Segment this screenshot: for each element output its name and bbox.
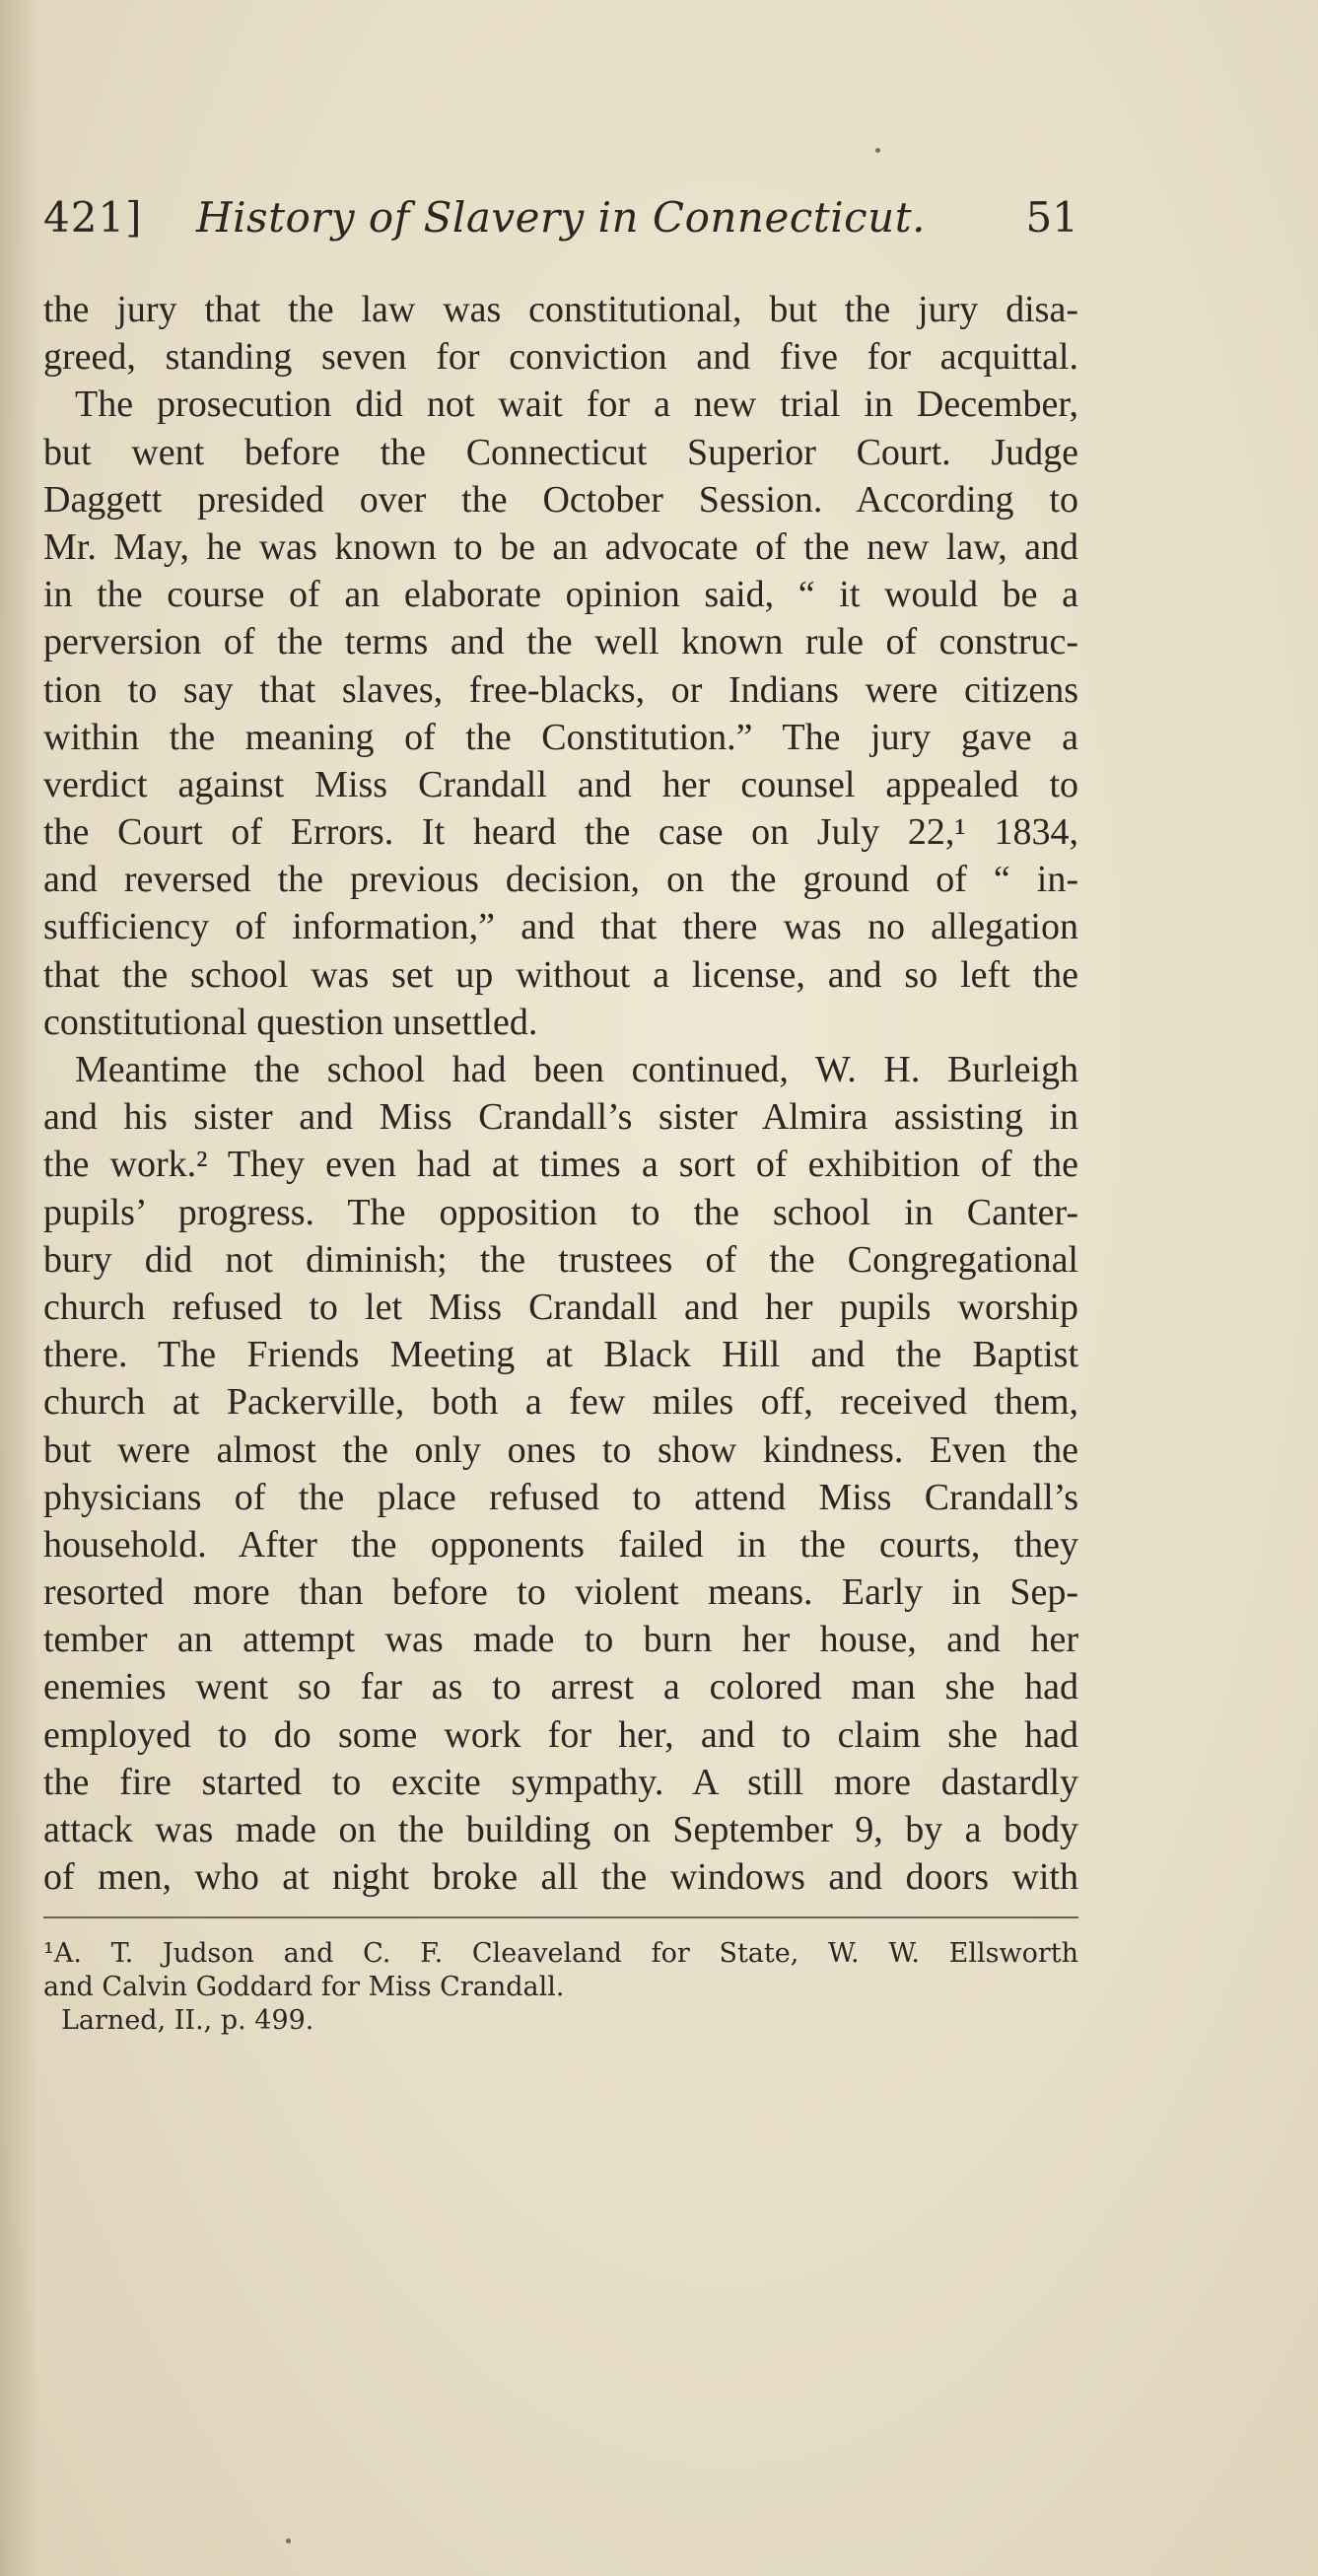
- text-line: bury did not diminish; the trustees of the Congregational: [43, 1238, 1078, 1281]
- text-line: Daggett presided over the October Session. According to: [43, 478, 1078, 521]
- footnote-line: Larned, II., p. 499.: [61, 2005, 314, 2036]
- text-line: the Court of Errors. It heard the case on July 22,¹ 1834,: [43, 811, 1078, 854]
- text-line: of men, who at night broke all the windows and doors with: [43, 1856, 1078, 1899]
- text-line: in the course of an elaborate opinion said, “ it would be a: [43, 574, 1078, 616]
- text-line: there. The Friends Meeting at Black Hill and the Baptist: [43, 1334, 1078, 1376]
- text-line: tion to say that slaves, free-blacks, or Indians were citizens: [43, 668, 1078, 711]
- text-line: attack was made on the building on September 9, by a body: [43, 1809, 1078, 1850]
- text-line: the fire started to excite sympathy. A still more dastardly: [43, 1761, 1078, 1803]
- text-line: tember an attempt was made to burn her house, and her: [43, 1619, 1078, 1661]
- text-line: greed, standing seven for conviction and five for acquittal.: [43, 336, 1078, 379]
- binding-shadow: [0, 0, 39, 2576]
- text-line: and his sister and Miss Crandall’s sister Almira assisting in: [43, 1096, 1078, 1139]
- text-line: employed to do some work for her, and to claim she had: [43, 1713, 1078, 1756]
- footnotes: [43, 1937, 1078, 2038]
- running-header: [43, 193, 1078, 252]
- text-line: the work.² They even had at times a sort of exhibition of the: [43, 1144, 1078, 1186]
- text-line: enemies went so far as to arrest a colored man she had: [43, 1666, 1078, 1708]
- text-line: church at Packerville, both a few miles off, received them,: [43, 1381, 1078, 1424]
- text-line: church refused to let Miss Crandall and her pupils worship: [43, 1286, 1078, 1328]
- text-line: within the meaning of the Constitution.” The jury gave a: [43, 716, 1078, 758]
- paper-speck: [875, 148, 880, 153]
- page-number: 51: [1025, 193, 1078, 242]
- text-line: but went before the Connecticut Superior Court. Judge: [43, 431, 1078, 473]
- text-line: verdict against Miss Crandall and her counsel appealed to: [43, 763, 1078, 805]
- text-line: pupils’ progress. The opposition to the school in Canter-: [43, 1191, 1078, 1233]
- text-line: physicians of the place refused to attend Miss Crandall’s: [43, 1476, 1078, 1518]
- text-line: household. After the opponents failed in the courts, they: [43, 1523, 1078, 1566]
- text-line: the jury that the law was constitutional, but the jury disa-: [43, 289, 1078, 330]
- text-line: resorted more than before to violent means. Early in Sep-: [43, 1571, 1078, 1614]
- text-line: perversion of the terms and the well known rule of construc-: [43, 621, 1078, 663]
- text-line: that the school was set up without a license, and so left the: [43, 953, 1078, 996]
- text-line: and reversed the previous decision, on the ground of “ in-: [43, 859, 1078, 901]
- text-line: Meantime the school had been continued, W. H. Burleigh: [75, 1049, 1078, 1090]
- folio-number: 421]: [43, 193, 143, 242]
- text-line: constitutional question unsettled.: [43, 1001, 538, 1043]
- footnote-line: ¹A. T. Judson and C. F. Cleaveland for State, W. W. Ellsworth: [43, 1938, 1078, 1969]
- text-line: sufficiency of information,” and that there was no allegation: [43, 906, 1078, 948]
- running-title: History of Slavery in Connecticut.: [196, 193, 926, 242]
- paper-speck: [286, 2539, 291, 2543]
- footnote-divider: [43, 1916, 1078, 1918]
- footnote-line: and Calvin Goddard for Miss Crandall.: [43, 1972, 565, 2002]
- body-text: [43, 286, 1078, 1901]
- text-line: Mr. May, he was known to be an advocate of the new law, and: [43, 525, 1078, 568]
- text-line: The prosecution did not wait for a new trial in December,: [75, 383, 1078, 426]
- text-line: but were almost the only ones to show kindness. Even the: [43, 1428, 1078, 1471]
